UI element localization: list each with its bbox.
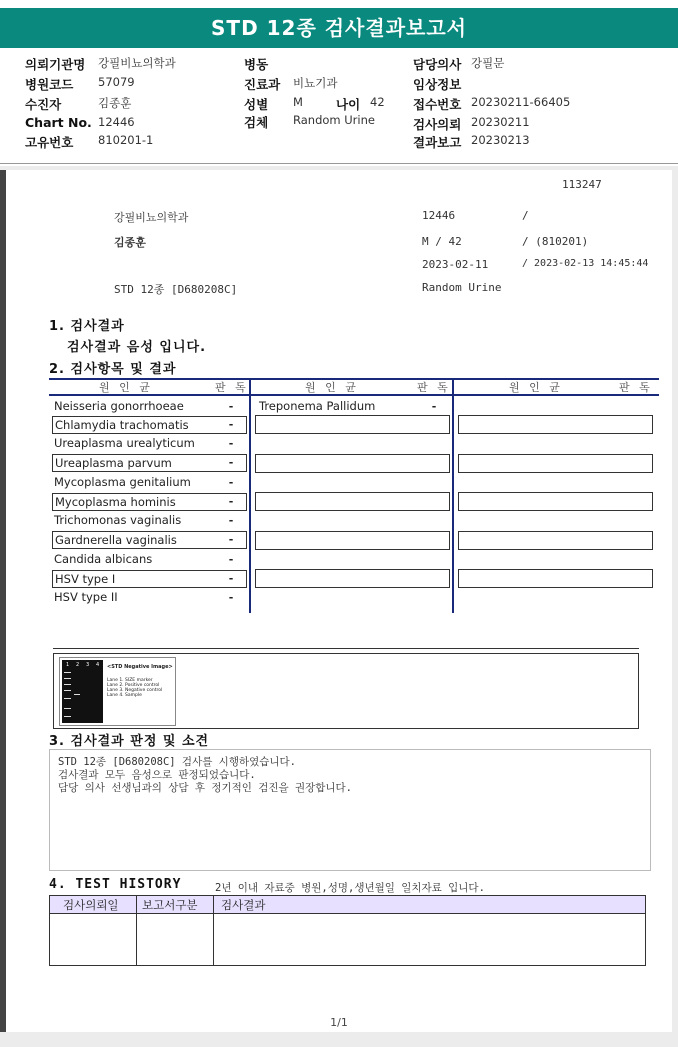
report-slash: / bbox=[522, 209, 529, 222]
pathogen-item: HSV type II bbox=[54, 590, 118, 604]
result-mark: - bbox=[228, 495, 234, 508]
report-date-label: 결과보고 bbox=[413, 135, 462, 150]
gel-legend-line: Lane 1. SIZE marker bbox=[107, 678, 153, 683]
pathogen-item: Candida albicans bbox=[54, 552, 153, 566]
section4-note: 2년 이내 자료중 병원,성명,생년월일 일치자료 입니다. bbox=[215, 882, 485, 894]
history-header-report-type: 보고서구분 bbox=[142, 898, 198, 912]
result-mark: - bbox=[228, 437, 234, 450]
lane-label: 3 bbox=[86, 662, 90, 668]
id-value: 810201-1 bbox=[98, 133, 154, 147]
patient-value: 김종훈 bbox=[98, 96, 132, 110]
section1-title: 1. 검사결과 bbox=[49, 319, 125, 334]
reception-value: 20230211-66405 bbox=[471, 95, 571, 109]
pathogen-item: Chlamydia trachomatis bbox=[52, 416, 247, 434]
grid-divider-1 bbox=[249, 378, 251, 613]
result-mark: - bbox=[228, 418, 234, 431]
gel-title: <STD Negative Image> bbox=[107, 664, 173, 670]
hospital-code-label: 병원코드 bbox=[25, 77, 74, 92]
report-code: 113247 bbox=[562, 178, 602, 191]
empty-cell bbox=[458, 492, 653, 511]
gel-legend-line: Lane 2. Positive control bbox=[107, 683, 160, 688]
result-mark: - bbox=[228, 553, 234, 566]
clinical-info-label: 임상정보 bbox=[413, 77, 462, 92]
report-title: STD 12종 검사결과보고서 bbox=[0, 8, 678, 48]
report-date-value: 20230213 bbox=[471, 133, 530, 147]
request-label: 검사의뢰 bbox=[413, 117, 462, 132]
pathogen-item-col2: Treponema Pallidum bbox=[259, 399, 376, 413]
history-header-request-date: 검사의뢰일 bbox=[63, 898, 119, 912]
header-divider bbox=[0, 163, 678, 164]
gel-legend-line: Lane 3. Negative control bbox=[107, 688, 163, 693]
hospital-code-value: 57079 bbox=[98, 75, 135, 89]
ward-label: 병동 bbox=[244, 57, 269, 72]
history-header-result: 검사결과 bbox=[221, 898, 266, 912]
report-date-to: / 2023-02-13 14:45:44 bbox=[522, 258, 649, 269]
age-value: 42 bbox=[370, 95, 385, 109]
report-clinic: 강필비뇨의학과 bbox=[114, 211, 189, 224]
result-mark: - bbox=[228, 533, 234, 546]
section2-title: 2. 검사항목 및 결과 bbox=[49, 362, 177, 377]
id-label: 고유번호 bbox=[25, 135, 74, 150]
result-mark: - bbox=[228, 476, 234, 489]
opinion-box bbox=[49, 749, 651, 871]
empty-cell bbox=[255, 531, 450, 550]
lane-label: 1 bbox=[66, 662, 70, 668]
col1-pathogen-header: 원 인 균 bbox=[99, 381, 153, 394]
sex-value: M bbox=[293, 95, 303, 109]
result-mark-col2: - bbox=[431, 400, 437, 413]
gel-band bbox=[74, 694, 80, 695]
result-mark: - bbox=[228, 456, 234, 469]
section1-result: 검사결과 음성 입니다. bbox=[67, 340, 207, 355]
col3-judge-header: 판 독 bbox=[619, 381, 653, 394]
report-specimen: Random Urine bbox=[422, 281, 502, 294]
dept-label: 진료과 bbox=[244, 77, 281, 92]
empty-cell bbox=[458, 531, 653, 550]
pathogen-item: Gardnerella vaginalis bbox=[52, 531, 247, 549]
specimen-label: 검체 bbox=[244, 115, 269, 130]
gel-band bbox=[64, 716, 71, 717]
empty-cell bbox=[255, 569, 450, 588]
opinion-line: 담당 의사 선생님과의 상담 후 정기적인 검진을 권장합니다. bbox=[58, 782, 353, 794]
opinion-line: STD 12종 [D680208C] 검사를 시행하였습니다. bbox=[58, 756, 297, 768]
doctor-value: 강필문 bbox=[471, 56, 505, 70]
gel-band bbox=[64, 684, 71, 685]
col2-pathogen-header: 원 인 균 bbox=[305, 381, 359, 394]
report-patient: 김종훈 bbox=[114, 236, 146, 249]
sex-label: 성별 bbox=[244, 97, 269, 112]
doctor-label: 담당의사 bbox=[413, 57, 462, 72]
patient-label: 수진자 bbox=[25, 97, 62, 112]
gel-band bbox=[64, 698, 71, 699]
request-value: 20230211 bbox=[471, 115, 530, 129]
opinion-line: 검사결과 모두 음성으로 판정되었습니다. bbox=[58, 769, 256, 781]
gel-band bbox=[64, 672, 71, 673]
page-number: 1/1 bbox=[330, 1016, 348, 1029]
gel-band bbox=[64, 690, 71, 691]
history-col-divider bbox=[136, 896, 137, 965]
gel-image bbox=[59, 657, 176, 726]
chart-no-label: Chart No. bbox=[25, 115, 92, 130]
lane-label: 2 bbox=[76, 662, 80, 668]
pathogen-item: Trichomonas vaginalis bbox=[54, 513, 182, 527]
dept-value: 비뇨기과 bbox=[293, 76, 338, 90]
image-top-rule bbox=[53, 648, 639, 649]
pathogen-item: Mycoplasma hominis bbox=[52, 493, 247, 511]
result-mark: - bbox=[228, 591, 234, 604]
col3-pathogen-header: 원 인 균 bbox=[509, 381, 563, 394]
col2-judge-header: 판 독 bbox=[417, 381, 451, 394]
chart-no-value: 12446 bbox=[98, 115, 135, 129]
age-label: 나이 bbox=[336, 97, 361, 112]
gel-image-box bbox=[53, 653, 639, 729]
history-col-divider bbox=[213, 896, 214, 965]
lane-label: 4 bbox=[96, 662, 100, 668]
col1-judge-header: 판 독 bbox=[215, 381, 249, 394]
pathogen-item: Ureaplasma parvum bbox=[52, 454, 247, 472]
pathogen-item: Neisseria gonorrhoeae bbox=[54, 399, 184, 413]
report-test-name: STD 12종 [D680208C] bbox=[114, 283, 238, 296]
pathogen-item: Ureaplasma urealyticum bbox=[54, 436, 195, 450]
report-birth: / (810201) bbox=[522, 235, 589, 248]
pathogen-item: HSV type I bbox=[52, 570, 247, 588]
empty-cell bbox=[255, 415, 450, 434]
report-page bbox=[6, 170, 672, 1032]
empty-cell bbox=[458, 454, 653, 473]
empty-cell bbox=[458, 415, 653, 434]
gel-band bbox=[64, 678, 71, 679]
empty-cell bbox=[255, 454, 450, 473]
gel-lanes bbox=[62, 660, 103, 723]
reception-label: 접수번호 bbox=[413, 97, 462, 112]
report-chart-no: 12446 bbox=[422, 209, 456, 222]
empty-cell bbox=[255, 492, 450, 511]
section4-title: 4. TEST HISTORY bbox=[49, 877, 182, 892]
results-grid bbox=[49, 378, 659, 613]
section3-title: 3. 검사결과 판정 및 소견 bbox=[49, 734, 210, 749]
gel-legend-line: Lane 4. Sample bbox=[107, 693, 142, 698]
empty-cell bbox=[458, 569, 653, 588]
clinic-label: 의뢰기관명 bbox=[25, 57, 86, 72]
history-table bbox=[49, 895, 646, 966]
result-mark: - bbox=[228, 514, 234, 527]
history-header-row bbox=[50, 896, 645, 914]
report-date-from: 2023-02-11 bbox=[422, 258, 489, 271]
grid-divider-2 bbox=[452, 378, 454, 613]
pathogen-item: Mycoplasma genitalium bbox=[54, 475, 191, 489]
result-mark: - bbox=[228, 572, 234, 585]
clinic-value: 강필비뇨의학과 bbox=[98, 56, 176, 70]
report-sex-age: M / 42 bbox=[422, 235, 462, 248]
result-mark: - bbox=[228, 400, 234, 413]
specimen-value: Random Urine bbox=[293, 113, 375, 127]
gel-band bbox=[64, 708, 71, 709]
